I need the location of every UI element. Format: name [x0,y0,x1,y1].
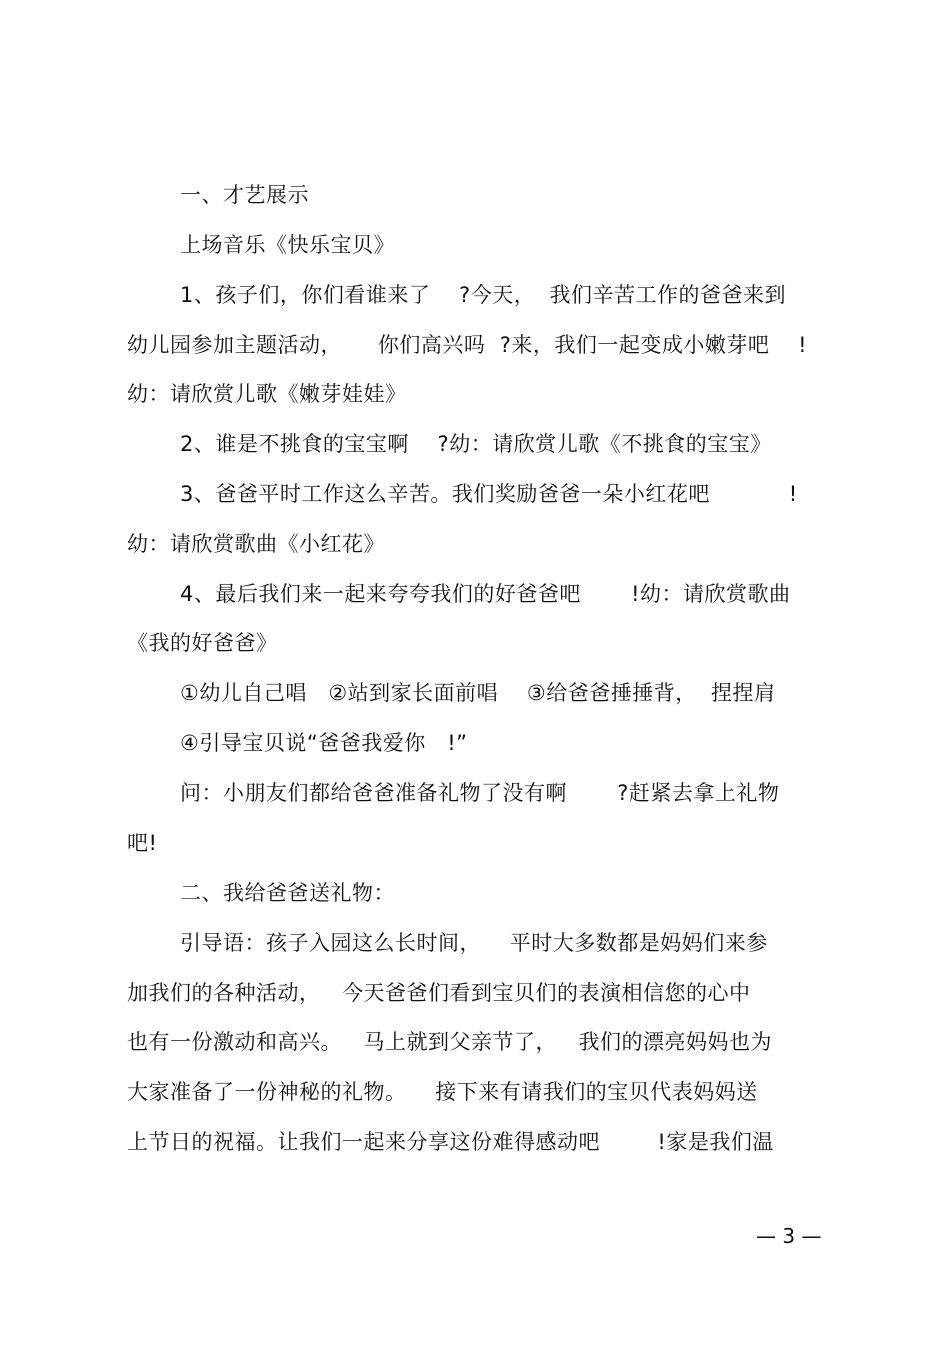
paragraph-line: 《我的好爸爸》 [127,631,278,655]
paragraph-line: 也有一份激动和高兴。 马上就到父亲节了， 我们的漂亮妈妈也为 [127,1030,773,1054]
paragraph-line: 4、最后我们来一起来夸夸我们的好爸爸吧 !幼：请欣赏歌曲 [180,582,791,606]
paragraph-line: 加我们的各种活动， 今天爸爸们看到宝贝们的表演相信您的心中 [127,981,751,1005]
paragraph-line: ①幼儿自己唱 ②站到家长面前唱 ③给爸爸捶捶背， 捏捏肩 [180,681,776,705]
section-heading: 一、才艺展示 [180,183,309,207]
paragraph-line: 大家准备了一份神秘的礼物。 接下来有请我们的宝贝代表妈妈送 [127,1080,758,1104]
paragraph-line: 问：小朋友们都给爸爸准备礼物了没有啊 ?赶紧去拿上礼物 [180,781,780,805]
paragraph-line: 幼：请欣赏儿歌《嫩芽娃娃》 [127,382,407,406]
paragraph-line: 1、孩子们，你们看谁来了 ?今天， 我们辛苦工作的爸爸来到 [180,283,787,307]
paragraph-line: 2、谁是不挑食的宝宝啊 ?幼：请欣赏儿歌《不挑食的宝宝》 [180,432,772,456]
paragraph-line: 吧! [127,831,158,855]
paragraph-line: 上节日的祝福。让我们一起来分享这份难得感动吧 !家是我们温 [127,1130,774,1154]
paragraph-line: 幼：请欣赏歌曲《小红花》 [127,532,385,556]
section-heading: 二、我给爸爸送礼物： [180,881,395,905]
paragraph-line: ④引导宝贝说“爸爸我爱你 !” [180,731,468,755]
page-number: — 3 — [756,1224,822,1248]
paragraph-line: 3、爸爸平时工作这么辛苦。我们奖励爸爸一朵小红花吧 ! [180,482,798,506]
paragraph-line: 引导语：孩子入园这么长时间， 平时大多数都是妈妈们来参 [180,931,768,955]
paragraph-line: 上场音乐《快乐宝贝》 [180,233,395,257]
paragraph-line: 幼儿园参加主题活动， 你们高兴吗 ?来，我们一起变成小嫩芽吧 ! [127,333,807,357]
